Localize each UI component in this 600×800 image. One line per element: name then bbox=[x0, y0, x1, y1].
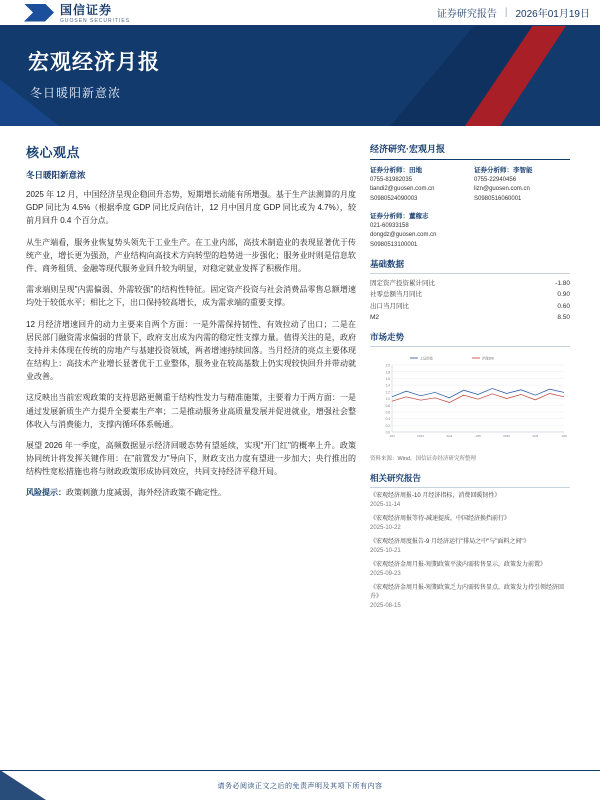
related-report-item[interactable] bbox=[370, 515, 570, 533]
related-report-item[interactable] bbox=[370, 538, 570, 556]
title-banner bbox=[0, 26, 600, 126]
paragraph: 这反映出当前宏观政策的支持思路更侧重于结构性发力与精准施策，主要着力于两方面：一是通过发展新质生产力提升全要素生产率；二是推动服务业高质量发展并促进就业，增强社会整体收入与消费能力，支撑内循环体系畅通。 bbox=[26, 393, 356, 429]
svg-text:1.2: 1.2 bbox=[385, 390, 390, 395]
svg-text:2.0: 2.0 bbox=[385, 364, 390, 369]
svg-text:上证综指: 上证综指 bbox=[420, 356, 433, 361]
svg-text:M/24: M/24 bbox=[417, 434, 424, 439]
page-footer bbox=[0, 770, 600, 800]
related-report-date: 2025-09-23 bbox=[370, 570, 401, 577]
analyst-block-row2 bbox=[370, 212, 570, 250]
market-trend-heading: 市场走势 bbox=[370, 331, 570, 347]
analyst-email[interactable]: dongdz@guosen.com.cn bbox=[370, 232, 437, 239]
analyst-license: S0980516060001 bbox=[474, 195, 522, 202]
header-separator: | bbox=[504, 7, 508, 18]
basic-data-row bbox=[370, 278, 570, 289]
main-column bbox=[26, 142, 356, 750]
basic-data-value: 8.50 bbox=[557, 314, 570, 322]
svg-text:1.8: 1.8 bbox=[385, 370, 390, 375]
svg-text:沪深300: 沪深300 bbox=[482, 356, 494, 361]
basic-data-heading: 基础数据 bbox=[370, 258, 570, 274]
svg-text:0.4: 0.4 bbox=[385, 417, 390, 422]
risk-label: 风险提示： bbox=[26, 487, 66, 497]
market-chart-svg bbox=[370, 353, 570, 448]
logo-text: 国信证券 bbox=[60, 3, 113, 17]
paragraph: 需求端则呈现"内需偏弱、外需较强"的结构性特征。固定资产投资与社会消费品零售总额增速均处于较低水平；相比之下，出口保持较高增长，成为需求端的重要支撑。 bbox=[26, 285, 356, 308]
related-report-item[interactable] bbox=[370, 492, 570, 510]
page-subtitle: 冬日暖阳新意浓 bbox=[30, 86, 122, 100]
svg-text:1.6: 1.6 bbox=[385, 377, 390, 382]
analyst-card bbox=[370, 212, 466, 250]
analyst-role: 证券分析师：田地 bbox=[370, 167, 422, 174]
core-view-heading: 核心观点 bbox=[26, 145, 81, 160]
svg-text:1.0: 1.0 bbox=[385, 397, 390, 402]
related-report-item[interactable] bbox=[370, 584, 570, 611]
svg-text:S/25: S/25 bbox=[532, 434, 539, 439]
logo-subtext: GUOSEN SECURITIES bbox=[60, 18, 131, 24]
basic-data-row bbox=[370, 312, 570, 323]
core-view-lead: 冬日暖阳新意浓 bbox=[26, 170, 86, 180]
svg-text:0.0: 0.0 bbox=[385, 431, 390, 436]
page-title: 宏观经济月报 bbox=[28, 51, 160, 74]
analyst-license: S0980513100001 bbox=[370, 241, 418, 248]
logo-mark-icon bbox=[24, 4, 54, 22]
analyst-phone: 0755-81982035 bbox=[370, 177, 413, 184]
document-body bbox=[0, 126, 600, 750]
basic-data-value: 0.60 bbox=[557, 302, 570, 310]
related-report-item[interactable] bbox=[370, 561, 570, 579]
report-type-label: 证券研究报告 bbox=[436, 9, 497, 20]
basic-data-key: 固定资产投资累计同比 bbox=[370, 279, 435, 287]
chart-source: 资料来源：Wind，国信证券经济研究所整理 bbox=[370, 456, 477, 463]
sidebar-dept-title: 经济研究·宏观月报 bbox=[370, 142, 570, 160]
related-report-title: 《宏观经济周报-10 月经济指标，消费回暖韧性》 bbox=[370, 492, 501, 499]
basic-data-row bbox=[370, 289, 570, 300]
analyst-card bbox=[370, 166, 466, 204]
svg-text:0.8: 0.8 bbox=[385, 404, 390, 409]
related-report-title: 《宏观经济金周月报-短期政策平淡内需转售显示，政策发力前置》 bbox=[370, 561, 546, 568]
svg-text:0.2: 0.2 bbox=[385, 424, 390, 429]
related-report-date: 2025-10-21 bbox=[370, 547, 401, 554]
paragraph: 从生产端看，服务业恢复势头领先于工业生产。在工业内部，高技术制造业的表现显著优于传统产业，增长更为强劲，产业结构向高技术方向转型的趋势进一步强化；服务业时则是信息软件、商务租赁、金融等现代服务业回升较为明显，对稳定就业发挥了积极作用。 bbox=[26, 237, 356, 273]
svg-text:0.6: 0.6 bbox=[385, 410, 390, 415]
sidebar bbox=[370, 142, 570, 750]
related-report-date: 2025-11-14 bbox=[370, 501, 401, 508]
paragraph: 2025 年 12 月，中国经济呈现企稳回升态势，短期增长动能有所增强。基于生产法测算的月度 GDP 同比为 4.5%（根据季度 GDP 同比反向估计，12 月中国月度 GDP 同比或为 4.7%），较前月回升 0.4 个百分点。 bbox=[26, 190, 356, 226]
related-report-date: 2025-10-22 bbox=[370, 524, 401, 531]
report-date: 2026年01月19日 bbox=[515, 9, 590, 20]
basic-data-key: M2 bbox=[370, 314, 380, 322]
svg-text:J/25: J/25 bbox=[475, 434, 481, 439]
related-report-title: 《宏观经济周报等待-减速提质，中国经济换挡前行》 bbox=[370, 515, 510, 522]
analyst-role: 证券分析师：董稼志 bbox=[370, 212, 429, 220]
paragraph: 展望 2026 年一季度，高频数据显示经济回暖态势有望延续，实现"开门红"的概率上升。政策协同统计将发挥关键作用：在"前置发力"导向下，财政支出力度有望进一步加大；央行推出的结构性宽松措施也将与财政政策形成协同效应，共同支持经济平稳开局。 bbox=[26, 441, 356, 477]
related-report-title: 《宏观经济周度报告-9 月经济运行"排局之中"与"面料之间"》 bbox=[370, 538, 530, 545]
basic-data-value: 0.90 bbox=[557, 291, 570, 299]
market-trend-chart bbox=[370, 353, 570, 463]
basic-data-key: 出口当月同比 bbox=[370, 302, 409, 310]
paragraph: 12 月经济增速回升的动力主要来自两个方面：一是外需保持韧性、有效拉动了出口；二是在居民部门融资需求偏弱的背景下，政府支出成为内需的稳定性支撑力量。值得关注的是，政府支持并未体现在传统的房地产与基建投资领域，两者增速持续回落。当月经济的亮点主要体现在结构上：高技术产业增长显著优于工业整体，服务业在较高基数上仍实现较快回升并带动就业改善。 bbox=[26, 319, 356, 382]
analyst-card bbox=[474, 166, 570, 204]
footer-accent-shape bbox=[0, 770, 46, 800]
footer-disclaimer: 请务必阅读正文之后的免责声明及其项下所有内容 bbox=[217, 782, 383, 790]
analyst-phone: 021-60933158 bbox=[370, 223, 409, 230]
analyst-email[interactable]: lizn@guosen.com.cn bbox=[474, 186, 530, 193]
risk-text: 政策刺激力度减弱，海外经济政策不确定性。 bbox=[66, 487, 226, 497]
page-header bbox=[0, 0, 600, 26]
analyst-phone: 0755-22940456 bbox=[474, 177, 517, 184]
basic-data-value: -1.80 bbox=[555, 279, 570, 287]
svg-text:1.4: 1.4 bbox=[385, 384, 390, 389]
basic-data-row bbox=[370, 301, 570, 312]
svg-text:S/24: S/24 bbox=[446, 434, 453, 439]
related-report-title: 《宏观经济金周月报-短期政策乏力内需转售显点，政策发力持引领经济回升》 bbox=[370, 584, 564, 600]
analyst-block-row1 bbox=[370, 166, 570, 204]
header-meta bbox=[437, 5, 590, 20]
svg-text:J/26: J/26 bbox=[561, 434, 567, 439]
related-report-date: 2025-08-15 bbox=[370, 602, 401, 609]
svg-text:J/24: J/24 bbox=[389, 434, 395, 439]
risk-disclosure bbox=[26, 487, 356, 500]
svg-text:M/25: M/25 bbox=[503, 434, 510, 439]
analyst-email[interactable]: tiandi2@guosen.com.cn bbox=[370, 186, 435, 193]
basic-data-key: 社零总额当月同比 bbox=[370, 291, 422, 299]
analyst-license: S0980524090003 bbox=[370, 195, 418, 202]
brand-logo bbox=[0, 1, 130, 24]
analyst-card-spacer bbox=[474, 212, 570, 250]
analyst-role: 证券分析师：李智能 bbox=[474, 167, 533, 174]
related-reports-heading: 相关研究报告 bbox=[370, 472, 570, 488]
